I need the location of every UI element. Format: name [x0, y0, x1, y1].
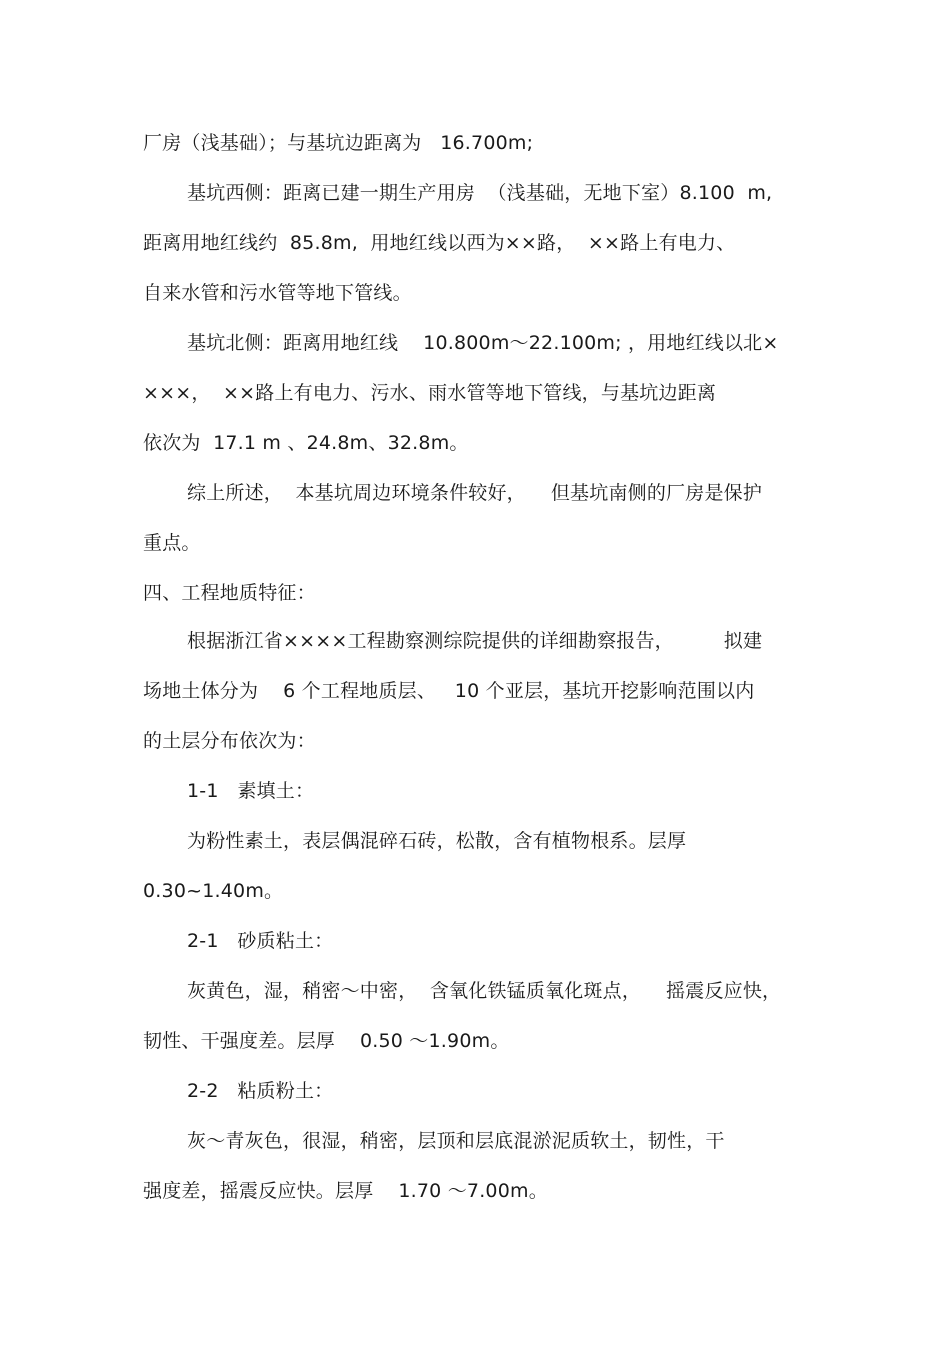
text-line: 基坑西侧：距离已建一期生产用房 （浅基础，无地下室）8.100 m, [187, 182, 773, 204]
text-line: 灰～青灰色，很湿，稍密，层顶和层底混淤泥质软土，韧性，干 [187, 1130, 725, 1152]
text-line: 重点。 [143, 532, 201, 554]
text-line: 根据浙江省××××工程勘察测综院提供的详细勘察报告， 拟建 [187, 630, 763, 652]
text-line: 韧性、干强度差。层厚 0.50 ～1.90m。 [143, 1030, 510, 1052]
text-line: 厂房（浅基础）；与基坑边距离为 16.700m; [143, 132, 534, 154]
text-line: 0.30~1.40m。 [143, 880, 284, 902]
text-line: 灰黄色，湿，稍密～中密， 含氧化铁锰质氧化斑点， 摇震反应快， [187, 980, 782, 1002]
text-line: 距离用地红线约 85.8m, 用地红线以西为××路， ××路上有电力、 [143, 232, 736, 254]
text-line: 基坑北侧：距离用地红线 10.800m～22.100m; ，用地红线以北× [187, 332, 779, 354]
layer-heading: 2-2 粘质粉土： [187, 1080, 334, 1102]
text-line: ×××， ××路上有电力、污水、雨水管等地下管线，与基坑边距离 [143, 382, 717, 404]
section-heading: 四、工程地质特征： [143, 582, 316, 604]
text-line: 自来水管和污水管等地下管线。 [143, 282, 412, 304]
layer-heading: 1-1 素填土： [187, 780, 315, 802]
text-line: 为粉性素土，表层偶混碎石砖，松散，含有植物根系。层厚 [187, 830, 687, 852]
text-line: 综上所述， 本基坑周边环境条件较好， 但基坑南侧的厂房是保护 [187, 482, 763, 504]
text-line: 强度差，摇震反应快。层厚 1.70 ～7.00m。 [143, 1180, 548, 1202]
text-line: 的土层分布依次为： [143, 730, 316, 752]
layer-heading: 2-1 砂质粘土： [187, 930, 334, 952]
text-line: 场地土体分为 6 个工程地质层、 10 个亚层，基坑开挖影响范围以内 [143, 680, 755, 702]
text-line: 依次为 17.1 m 、24.8m、32.8m。 [143, 432, 469, 454]
